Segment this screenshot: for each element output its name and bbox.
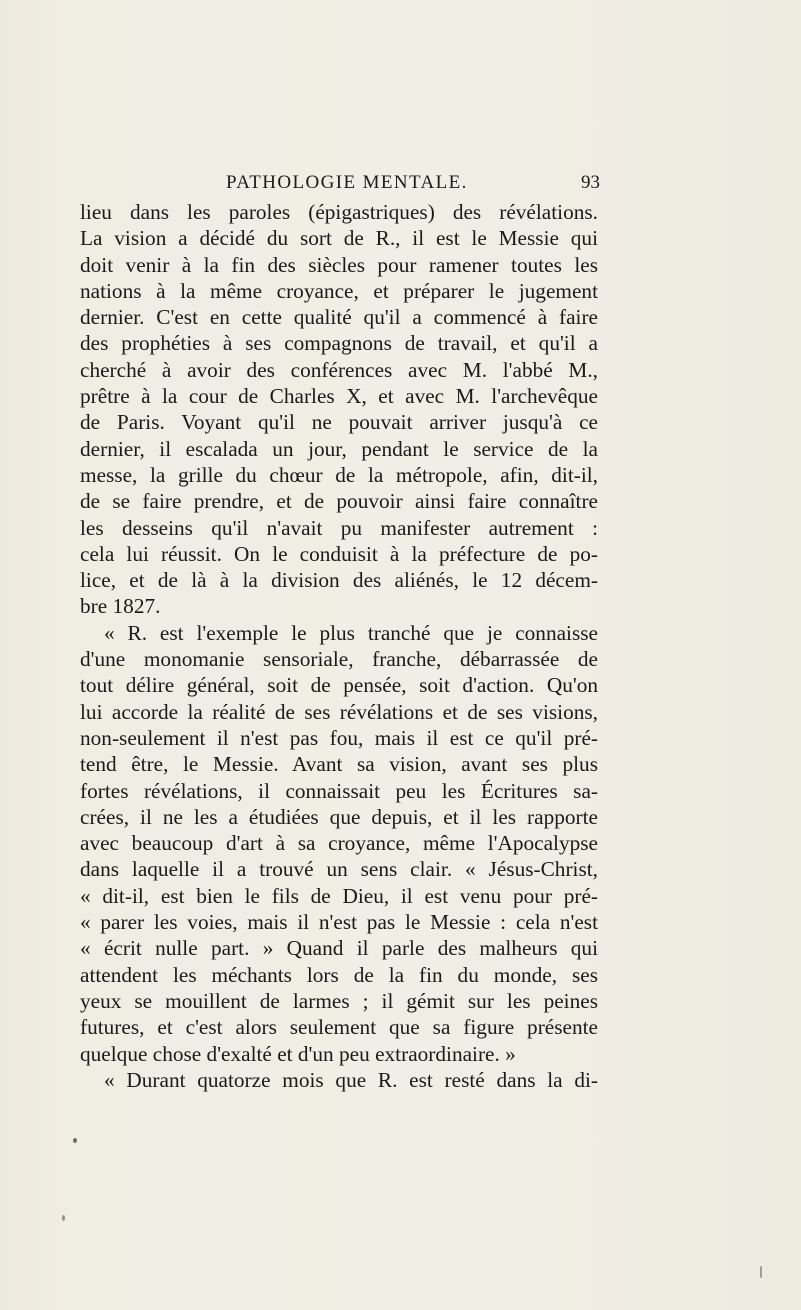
paper-speck — [73, 1138, 77, 1143]
paper-speck — [760, 1266, 762, 1278]
text-line: dernier. C'est en cette qualité qu'il a commencé à faire — [80, 305, 598, 330]
page-header — [226, 172, 600, 196]
text-line: « parer les voies, mais il n'est pas le Messie : cela n'est — [80, 910, 598, 935]
text-line: de Paris. Voyant qu'il ne pouvait arriver jusqu'à ce — [80, 410, 598, 435]
text-line: « écrit nulle part. » Quand il parle des malheurs qui — [80, 936, 598, 961]
text-line: de se faire prendre, et de pouvoir ainsi faire connaître — [80, 489, 598, 514]
text-line: nations à la même croyance, et préparer le jugement — [80, 278, 598, 303]
text-line: lieu dans les paroles (épigastriques) des révélations. — [80, 200, 598, 224]
text-line: lice, et de là à la division des aliénés, le 12 décem- — [80, 568, 598, 593]
body-text — [80, 199, 598, 1093]
text-line: tout délire général, soit de pensée, soit d'action. Qu'on — [80, 673, 598, 698]
text-line: quelque chose d'exalté et d'un peu extraordinaire. » — [80, 1041, 516, 1066]
text-line: yeux se mouillent de larmes ; il gémit sur les peines — [80, 988, 598, 1013]
text-line: prêtre à la cour de Charles X, et avec M. l'archevêque — [80, 384, 598, 409]
text-line: crées, il ne les a étudiées que depuis, et il les rapporte — [80, 804, 598, 829]
text-line: bre 1827. — [80, 594, 161, 619]
text-line: messe, la grille du chœur de la métropole, afin, dit-il, — [80, 462, 598, 487]
text-line: dernier, il escalada un jour, pendant le service de la — [80, 436, 598, 461]
text-line: cela lui réussit. On le conduisit à la préfecture de po- — [80, 541, 598, 566]
text-line: avec beaucoup d'art à sa croyance, même l'Apocalypse — [80, 831, 598, 856]
running-title: PATHOLOGIE MENTALE. — [226, 172, 468, 193]
text-line: des prophéties à ses compagnons de travail, et qu'il a — [80, 331, 598, 356]
text-line: doit venir à la fin des siècles pour ramener toutes les — [80, 252, 598, 277]
text-line: attendent les méchants lors de la fin du monde, ses — [80, 962, 598, 987]
text-line: La vision a décidé du sort de R., il est le Messie qui — [80, 226, 598, 251]
text-line: cherché à avoir des conférences avec M. l'abbé M., — [80, 357, 598, 382]
paper-speck — [62, 1215, 65, 1221]
text-line: d'une monomanie sensoriale, franche, débarrassée de — [80, 647, 598, 672]
text-line: lui accorde la réalité de ses révélations et de ses visions, — [80, 699, 598, 724]
text-line: « Durant quatorze mois que R. est resté dans la di- — [104, 1067, 598, 1092]
page-number: 93 — [581, 172, 600, 193]
text-line: « dit-il, est bien le fils de Dieu, il est venu pour pré- — [80, 883, 598, 908]
text-line: les desseins qu'il n'avait pu manifester autrement : — [80, 515, 598, 540]
text-line: futures, et c'est alors seulement que sa figure présente — [80, 1015, 598, 1040]
text-line: « R. est l'exemple le plus tranché que je connaisse — [104, 620, 598, 645]
text-line: non-seulement il n'est pas fou, mais il est ce qu'il pré- — [80, 725, 598, 750]
text-line: tend être, le Messie. Avant sa vision, avant ses plus — [80, 752, 598, 777]
text-line: dans laquelle il a trouvé un sens clair. « Jésus-Christ, — [80, 857, 598, 882]
text-line: fortes révélations, il connaissait peu les Écritures sa- — [80, 778, 598, 803]
